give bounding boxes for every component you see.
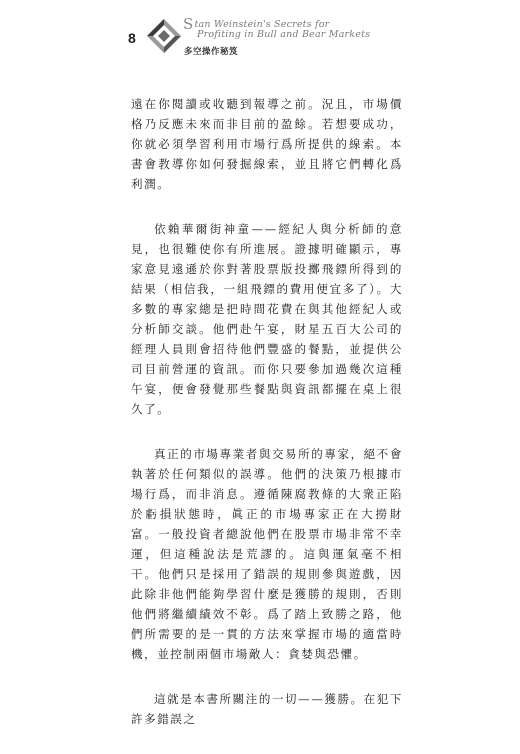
paragraph-1: 遠在你閱讀或收聽到報導之前。況且，市場價格乃反應未來而非目前的盈餘。若想要成功，你就必須學習利用市場行爲所提供的線索。本書會教導你如何發掘線索，並且將它們轉化爲利潤。: [131, 97, 403, 191]
paragraph-3: 真正的市場專業者與交易所的專家，絕不會執著於任何類似的誤導。他們的決策乃根據市場行爲，而非消息。遵循陳腐教條的大衆正陷於虧損狀態時，眞正的市場專家正在大撈財富。一般投資者總說他們在股票市場非常不幸運，但這種說法是荒謬的。這與運氣毫不相干。他們只是採用了錯誤的規則參與遊戲，因此除非他們能夠學習什麼是獲勝的規則，否則他們將繼續績效不彰。爲了踏上致勝之路，他們所需要的是一貫的方法來掌握市場的適當時機，並控制兩個市場敵人：貪婪與恐懼。: [131, 447, 403, 661]
series-title-cap: S: [183, 15, 194, 33]
page-number: 8: [128, 30, 136, 46]
series-title: [183, 15, 371, 40]
diamond-logo-icon: [146, 18, 182, 54]
body-text: [131, 94, 403, 754]
page-header: [0, 10, 520, 60]
paragraph-2: 依賴華爾街神童——經紀人與分析師的意見，也很難使你有所進展。證據明確顯示，專家意見遠遜於你對著股票版投擲飛鏢所得到的結果（相信我，一組飛鏢的費用便宜多了）。大多數的專家總是把時間花費在與其他經紀人或分析師交談。他們赴午宴，財星五百大公司的經理人員則會招待他們豐盛的餐點，並提供公司目前營運的資訊。而你只要參加過幾次這種午宴，便會發覺那些餐點與資訊都擺在桌上很久了。: [131, 222, 403, 416]
series-title-line1: tan Weinstein's Secrets for: [194, 19, 330, 30]
book-title: 多空操作秘笈: [184, 47, 239, 57]
series-title-line2: Profiting in Bull and Bear Markets: [197, 29, 371, 40]
paragraph-4: 這就是本書所關注的一切——獲勝。在犯下許多錯誤之: [131, 692, 403, 726]
